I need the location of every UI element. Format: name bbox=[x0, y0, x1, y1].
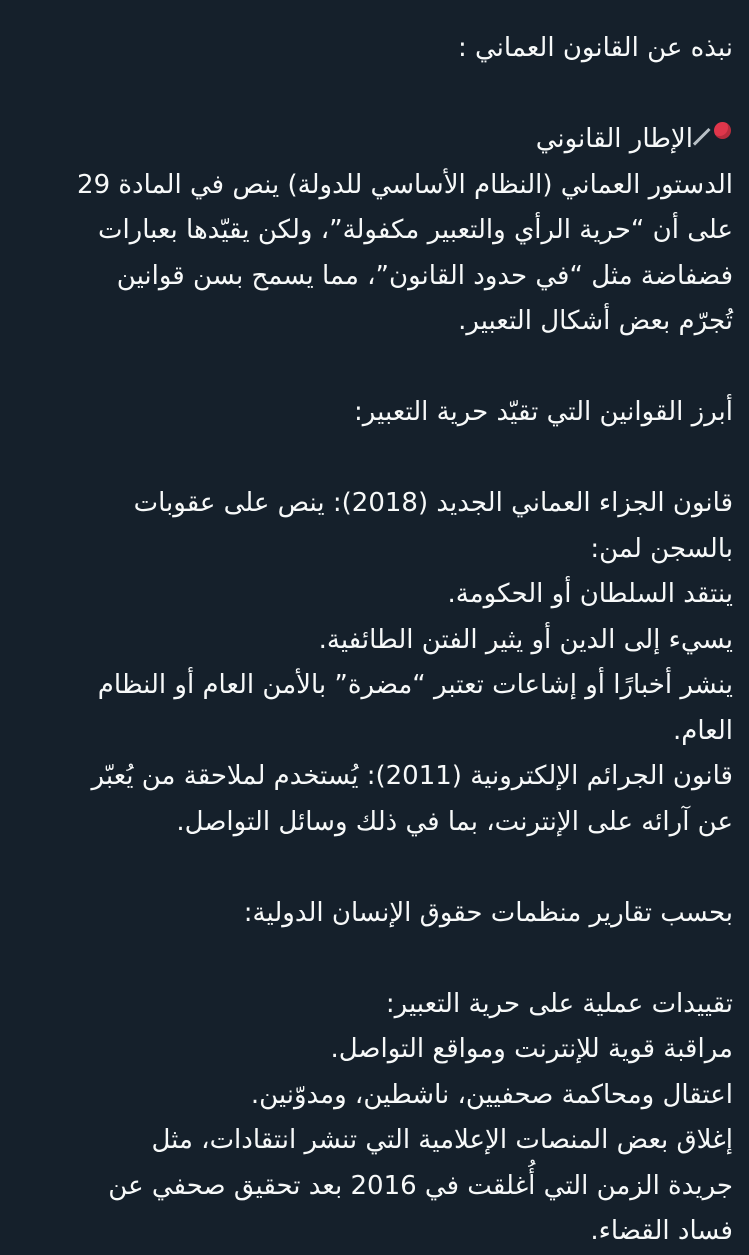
spacer bbox=[16, 72, 733, 118]
laws-line: ينتقد السلطان أو الحكومة. bbox=[447, 579, 733, 609]
legal-framework-title-line bbox=[16, 117, 733, 163]
restrictions-line: فساد القضاء. bbox=[590, 1216, 733, 1246]
spacer bbox=[16, 436, 733, 482]
laws-line: بالسجن لمن: bbox=[590, 533, 733, 564]
spacer bbox=[16, 345, 733, 391]
pushpin-icon bbox=[703, 120, 733, 152]
laws-heading: أبرز القوانين التي تقيّد حرية التعبير: bbox=[354, 397, 733, 427]
spacer bbox=[16, 845, 733, 891]
restrictions-line: تقييدات عملية على حرية التعبير: bbox=[385, 988, 733, 1019]
spacer bbox=[16, 936, 733, 982]
laws-line: ينشر أخبارًا أو إشاعات تعتبر “مضرة” بالأمن العام أو النظام bbox=[97, 670, 733, 700]
legal-framework-line: الدستور العماني (النظام الأساسي للدولة) ينص في المادة 29 bbox=[77, 169, 733, 200]
restrictions-line: مراقبة قوية للإنترنت ومواقع التواصل. bbox=[330, 1034, 733, 1064]
laws-line: قانون الجرائم الإلكترونية (2011): يُستخدم لملاحقة من يُعبّر bbox=[91, 761, 733, 791]
laws-line: عن آرائه على الإنترنت، بما في ذلك وسائل التواصل. bbox=[176, 806, 733, 837]
legal-framework-line: على أن “حرية الرأي والتعبير مكفولة”، ولكن يقيّدها بعبارات bbox=[97, 215, 733, 245]
laws-line: العام. bbox=[673, 715, 733, 746]
legal-framework-line: تُجرّم بعض أشكال التعبير. bbox=[458, 306, 733, 336]
reports-heading: بحسب تقارير منظمات حقوق الإنسان الدولية: bbox=[243, 897, 733, 928]
restrictions-line: إغلاق بعض المنصات الإعلامية التي تنشر انتقادات، مثل bbox=[151, 1125, 733, 1155]
legal-framework-title: الإطار القانوني bbox=[535, 124, 693, 154]
post-heading: نبذه عن القانون العماني : bbox=[457, 33, 733, 63]
restrictions-line: جريدة الزمن التي أُغلقت في 2016 بعد تحقيق صحفي عن bbox=[108, 1170, 733, 1201]
laws-line: قانون الجزاء العماني الجديد (2018): ينص على عقوبات bbox=[133, 488, 733, 518]
laws-line: يسيء إلى الدين أو يثير الفتن الطائفية. bbox=[318, 624, 733, 655]
legal-framework-line: فضفاضة مثل “في حدود القانون”، مما يسمح بسن قوانين bbox=[116, 260, 733, 291]
restrictions-line: اعتقال ومحاكمة صحفيين، ناشطين، ومدوّنين. bbox=[250, 1079, 733, 1110]
